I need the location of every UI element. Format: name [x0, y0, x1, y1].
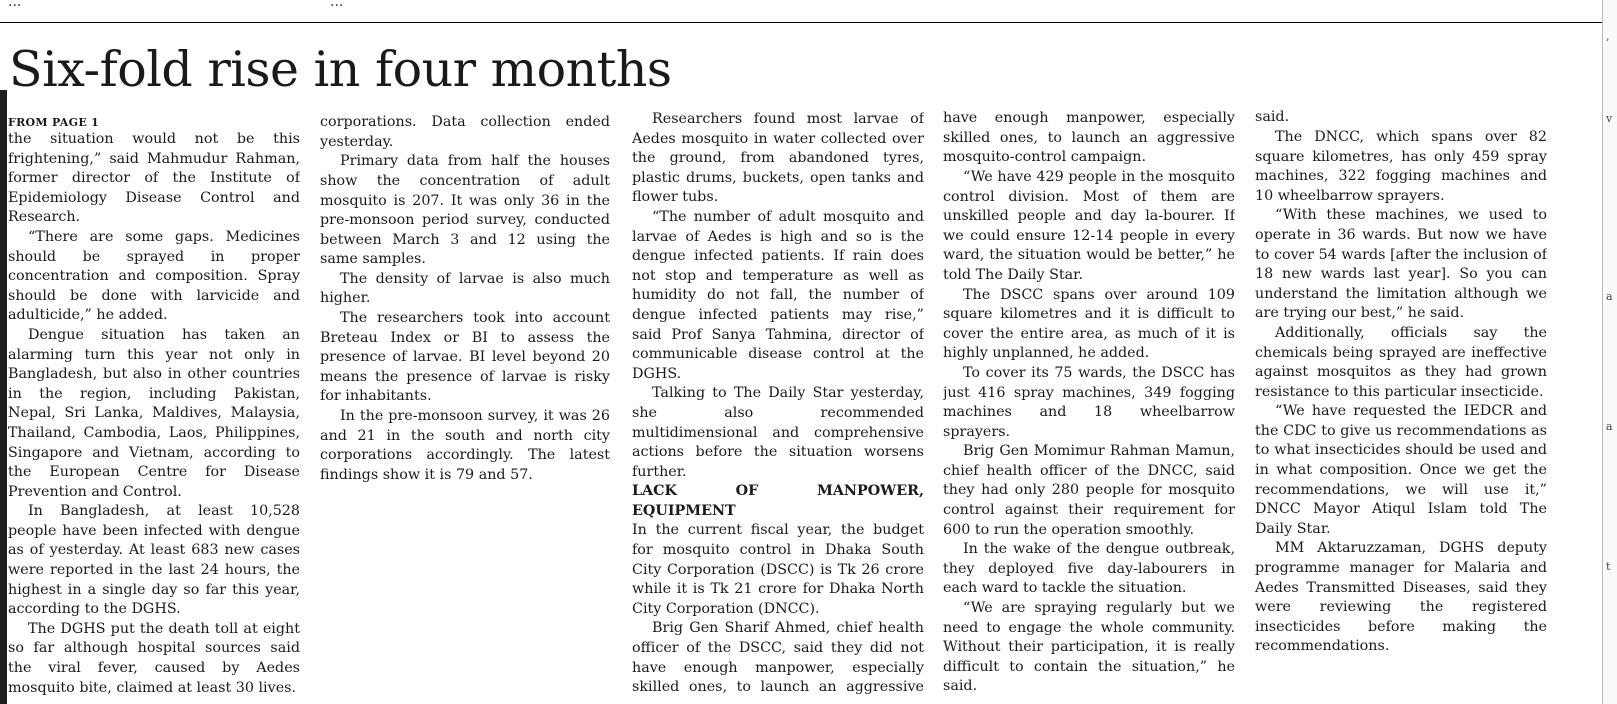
top-divider-rule — [0, 22, 1604, 23]
article-paragraph: Talking to The Daily Star yesterday, she also recommended multidimensional and comprehensive actions before the situation worsens further. — [632, 385, 924, 480]
edge-mark: t — [1606, 560, 1611, 573]
edge-mark: a — [1606, 420, 1613, 433]
article-paragraph: The researchers took into account Breteau Index or BI to assess the presence of larvae. BI level beyond 20 means the presence of larvae is risky for inhabitants. — [320, 310, 610, 405]
article-paragraph: Primary data from half the houses show the concentration of adult mosquito is 207. It was only 36 in the pre-monsoon period survey, conducted between March 3 and 12 using the same samples. — [320, 153, 610, 268]
article-column-1 — [8, 112, 300, 696]
article-column-3 — [632, 110, 924, 694]
article-paragraph: MM Aktaruzzaman, DGHS deputy programme manager for Malaria and Aedes Transmitted Diseases, said they were reviewing the registered insecticides before making the recommendations. — [1255, 540, 1547, 655]
article-paragraph: Dengue situation has taken an alarming turn this year not only in Bangladesh, but also in other countries in the region, including Pakistan, Nepal, Sri Lanka, Maldives, Malaysia, Thailand, Cambodia, Laos, Philippines, Singapore and Vietnam, according to the European Centre for Disease Prevention and Control. — [8, 326, 300, 500]
edge-mark: v — [1606, 112, 1613, 125]
article-paragraph: “The number of adult mosquito and larvae of Aedes is high and so is the dengue infected patients. If rain does not stop and temperature as well as humidity do not fall, the number of dengue infected patients may rise,” said Prof Sanya Tahmina, director of communicable disease control at the DGHS. — [632, 208, 924, 382]
article-paragraph: In Bangladesh, at least 10,528 people have been infected with dengue as of yesterday. At least 683 new cases were reported in the last 24 hours, the highest in a single day so far this year, according to the DGHS. — [8, 503, 300, 618]
article-paragraph-continued: have enough manpower, especially skilled ones, to launch an aggressive mosquito-control campaign. — [943, 110, 1235, 166]
previous-article-cutoff — [0, 0, 1617, 23]
article-paragraph: The DSCC spans over around 109 square kilometres and it is difficult to cover the entire area, as much of it is highly unplanned, he added. — [943, 286, 1235, 362]
article-paragraph: “There are some gaps. Medicines should be sprayed in proper concentration and composition. Spray should be done with larvicide and adulticide,” he added. — [8, 228, 300, 324]
article-column-4 — [943, 110, 1235, 694]
page-right-edge — [1602, 0, 1617, 704]
article-paragraph: “We have requested the IEDCR and the CDC to give us recommendations as to what insecticides should be used and in what composition. Once we get the recommendations, we will use it,” DNCC Mayor Atiqul Islam told The Daily Star. — [1255, 403, 1547, 537]
article-paragraph: Researchers found most larvae of Aedes mosquito in water collected over the ground, from abandoned tyres, plastic drums, buckets, open tanks and flower tubs. — [632, 111, 924, 206]
article-paragraph: Brig Gen Momimur Rahman Mamun, chief health officer of the DNCC, said they had only 280 people for mosquito control against their requirement for 600 to run the operation smoothly. — [943, 443, 1235, 538]
section-subhead: LACK OF MANPOWER, EQUIPMENT — [632, 483, 924, 519]
article-column-5 — [1255, 110, 1547, 694]
edge-mark: a — [1606, 290, 1613, 303]
article-paragraph: “We are spraying regularly but we need to engage the whole community. Without their participation, it is really difficult to contain the situation,” he said. — [943, 600, 1235, 694]
article-paragraph: In the wake of the dengue outbreak, they deployed five day-labourers in each ward to tackle the situation. — [943, 541, 1235, 597]
headline: Six-fold rise in four months — [9, 41, 672, 98]
article-paragraph: the situation would not be this frightening,” said Mahmudur Rahman, former director of the Institute of Epidemiology Disease Control and Research. — [8, 131, 300, 226]
continuation-kicker: FROM PAGE 1 — [8, 116, 100, 129]
article-paragraph: corporations. Data collection ended yesterday. — [320, 114, 610, 150]
article-paragraph: Brig Gen Sharif Ahmed, chief health officer of the DSCC, said they did not have enough manpower, especially skilled ones, to launch an aggressive — [632, 620, 924, 694]
article-paragraph: “With these machines, we used to operate in 36 wards. But now we have to cover 54 wards [after the inclusion of 18 new wards last year]. So you can understand the limitation although we are trying our best,” he said. — [1255, 207, 1547, 322]
article-paragraph: The density of larvae is also much higher. — [320, 270, 610, 307]
edge-mark: , — [1606, 30, 1610, 43]
article-paragraph: To cover its 75 wards, the DSCC has just 416 spray machines, 349 fogging machines and 18 wheelbarrow sprayers. — [943, 364, 1235, 440]
article-paragraph: “We have 429 people in the mosquito control division. Most of them are unskilled people and day la-bourer. If we could ensure 12-14 people in every ward, the situation would be better,” he told The Daily Star. — [943, 168, 1235, 283]
article-column-2 — [320, 110, 610, 694]
article-paragraph: Additionally, officials say the chemicals being sprayed are ineffective against mosquitos as they had grown resistance to this particular insecticide. — [1255, 324, 1547, 400]
cutoff-text-fragment: ... — [8, 0, 22, 10]
page-left-edge — [0, 90, 7, 704]
article-paragraph: In the pre-monsoon survey, it was 26 and 21 in the south and north city corporations accordingly. The latest findings show it is 79 and 57. — [320, 408, 610, 483]
article-paragraph: The DNCC, which spans over 82 square kilometres, has only 459 spray machines, 322 fogging machines and 10 wheelbarrow sprayers. — [1255, 128, 1547, 204]
article-paragraph: In the current fiscal year, the budget for mosquito control in Dhaka South City Corporation (DSCC) is Tk 26 crore while it is Tk 21 crore for Dhaka North City Corporation (DNCC). — [632, 522, 924, 617]
article-paragraph-continued: said. — [1255, 110, 1290, 126]
cutoff-text-fragment: ... — [330, 0, 344, 10]
article-paragraph: The DGHS put the death toll at eight so far although hospital sources said the viral fever, caused by Aedes mosquito bite, claimed at least 30 lives. — [8, 620, 300, 696]
